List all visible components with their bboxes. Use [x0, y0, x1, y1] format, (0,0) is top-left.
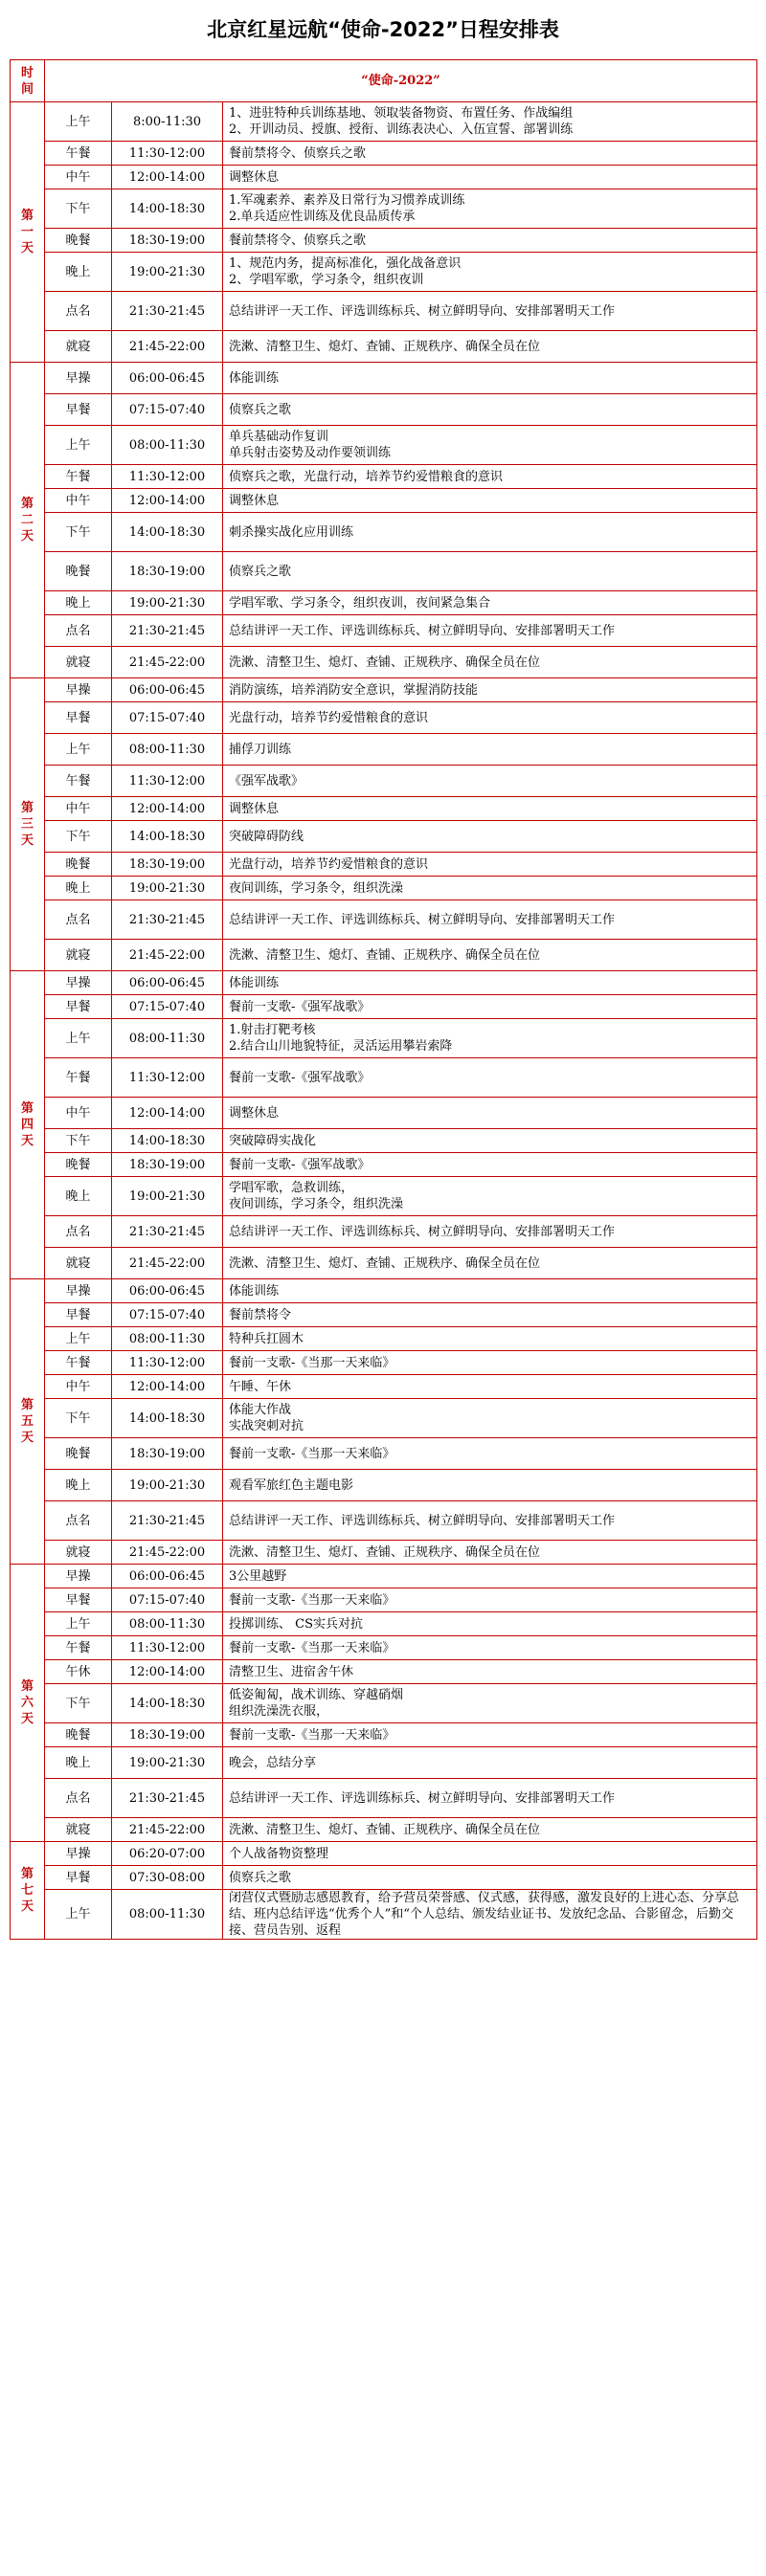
schedule-row: [11, 1216, 757, 1248]
schedule-row: [11, 647, 757, 678]
time-cell: 08:00-11:30: [112, 426, 223, 465]
period-cell: 午餐: [45, 766, 112, 797]
period-cell: 上午: [45, 1612, 112, 1636]
schedule-row: [11, 1501, 757, 1541]
time-cell: 21:45-22:00: [112, 940, 223, 971]
period-cell: 就寝: [45, 1818, 112, 1842]
schedule-row: [11, 1248, 757, 1279]
activity-cell: 餐前一支歌-《当那一天来临》: [223, 1351, 757, 1375]
period-cell: 就寝: [45, 1248, 112, 1279]
period-cell: 下午: [45, 513, 112, 552]
schedule-row: [11, 591, 757, 615]
activity-cell: 餐前一支歌-《强军战歌》: [223, 1153, 757, 1177]
schedule-row: [11, 1470, 757, 1501]
schedule-row: [11, 513, 757, 552]
activity-cell: 光盘行动，培养节约爱惜粮食的意识: [223, 702, 757, 734]
period-cell: 早餐: [45, 1866, 112, 1890]
activity-cell: 调整休息: [223, 166, 757, 189]
schedule-row: [11, 1153, 757, 1177]
time-cell: 21:45-22:00: [112, 1541, 223, 1565]
schedule-row: [11, 166, 757, 189]
schedule-row: [11, 766, 757, 797]
time-cell: 06:00-06:45: [112, 971, 223, 995]
schedule-body: [11, 60, 757, 1940]
period-cell: 上午: [45, 102, 112, 142]
period-cell: 早餐: [45, 995, 112, 1019]
period-cell: 早操: [45, 363, 112, 394]
time-cell: 08:00-11:30: [112, 1327, 223, 1351]
activity-cell: 洗漱、清整卫生、熄灯、查铺、正规秩序、确保全员在位: [223, 940, 757, 971]
time-cell: 18:30-19:00: [112, 552, 223, 591]
schedule-row: [11, 1588, 757, 1612]
period-cell: 晚餐: [45, 853, 112, 877]
period-cell: 晚上: [45, 1470, 112, 1501]
schedule-row: [11, 1019, 757, 1058]
schedule-row: [11, 1279, 757, 1303]
activity-cell: 餐前一支歌-《当那一天来临》: [223, 1723, 757, 1747]
time-cell: 18:30-19:00: [112, 1153, 223, 1177]
period-cell: 晚餐: [45, 1153, 112, 1177]
time-cell: 18:30-19:00: [112, 853, 223, 877]
document-title: 北京红星远航“使命-2022”日程安排表: [207, 18, 559, 41]
time-cell: 21:45-22:00: [112, 331, 223, 363]
time-cell: 11:30-12:00: [112, 142, 223, 166]
activity-cell: 体能训练: [223, 1279, 757, 1303]
schedule-row: [11, 1612, 757, 1636]
period-cell: 中午: [45, 1098, 112, 1129]
activity-cell: 闭营仪式暨励志感恩教育，给予营员荣誉感、仪式感，获得感，激发良好的上进心态、分享总结、班内总结评选“优秀个人”和“个人总结、颁发结业证书、发放纪念品、合影留念，后勤交接、营员告别、返程: [223, 1890, 757, 1940]
time-cell: 21:45-22:00: [112, 647, 223, 678]
activity-cell: 光盘行动，培养节约爱惜粮食的意识: [223, 853, 757, 877]
activity-cell: 餐前一支歌-《强军战歌》: [223, 995, 757, 1019]
time-cell: 21:30-21:45: [112, 292, 223, 331]
activity-cell: 体能训练: [223, 971, 757, 995]
time-cell: 12:00-14:00: [112, 489, 223, 513]
schedule-row: [11, 1177, 757, 1216]
activity-cell: 观看军旅红色主题电影: [223, 1470, 757, 1501]
activity-cell: 1.军魂素养、素养及日常行为习惯养成训练 2.单兵适应性训练及优良品质传承: [223, 189, 757, 229]
time-cell: 19:00-21:30: [112, 877, 223, 900]
period-cell: 早操: [45, 1842, 112, 1866]
period-cell: 午餐: [45, 1351, 112, 1375]
time-cell: 12:00-14:00: [112, 1098, 223, 1129]
time-cell: 21:45-22:00: [112, 1248, 223, 1279]
schedule-row: [11, 995, 757, 1019]
activity-cell: 洗漱、清整卫生、熄灯、查铺、正规秩序、确保全员在位: [223, 1541, 757, 1565]
schedule-row: [11, 1747, 757, 1779]
activity-cell: 1、规范内务，提高标准化，强化战备意识 2、学唱军歌，学习条令，组织夜训: [223, 253, 757, 292]
activity-cell: 投掷训练、 CS实兵对抗: [223, 1612, 757, 1636]
period-cell: 晚上: [45, 591, 112, 615]
time-cell: 19:00-21:30: [112, 253, 223, 292]
period-cell: 中午: [45, 166, 112, 189]
time-cell: 14:00-18:30: [112, 821, 223, 853]
schedule-row: [11, 1779, 757, 1818]
period-cell: 早餐: [45, 1303, 112, 1327]
time-cell: 07:15-07:40: [112, 702, 223, 734]
activity-cell: 1、进驻特种兵训练基地、领取装备物资、布置任务、作战编组 2、开训动员、授旗、授衔、训练表决心、入伍宣誓、部署训练: [223, 102, 757, 142]
activity-cell: 1.射击打靶考核 2.结合山川地貌特征，灵活运用攀岩索降: [223, 1019, 757, 1058]
activity-cell: 学唱军歌，急救训练， 夜间训练，学习条令，组织洗澡: [223, 1177, 757, 1216]
schedule-row: [11, 821, 757, 853]
schedule-row: [11, 1723, 757, 1747]
activity-cell: 晚会，总结分享: [223, 1747, 757, 1779]
period-cell: 早操: [45, 1279, 112, 1303]
schedule-row: [11, 1098, 757, 1129]
period-cell: 午餐: [45, 465, 112, 489]
time-cell: 12:00-14:00: [112, 1660, 223, 1684]
activity-cell: 侦察兵之歌，光盘行动，培养节约爱惜粮食的意识: [223, 465, 757, 489]
schedule-row: [11, 900, 757, 940]
period-cell: 上午: [45, 1019, 112, 1058]
schedule-row: [11, 1684, 757, 1723]
time-cell: 8:00-11:30: [112, 102, 223, 142]
schedule-row: [11, 853, 757, 877]
period-cell: 午餐: [45, 142, 112, 166]
schedule-row: [11, 331, 757, 363]
period-cell: 下午: [45, 189, 112, 229]
activity-cell: 刺杀操实战化应用训练: [223, 513, 757, 552]
activity-cell: 餐前禁将令: [223, 1303, 757, 1327]
period-cell: 下午: [45, 1684, 112, 1723]
time-cell: 18:30-19:00: [112, 1723, 223, 1747]
period-cell: 午休: [45, 1660, 112, 1684]
activity-cell: 洗漱、清整卫生、熄灯、查铺、正规秩序、确保全员在位: [223, 1248, 757, 1279]
period-cell: 晚餐: [45, 1723, 112, 1747]
day-label: 第 四 天: [11, 971, 45, 1279]
period-cell: 早餐: [45, 702, 112, 734]
schedule-row: [11, 971, 757, 995]
period-cell: 晚上: [45, 877, 112, 900]
period-cell: 早操: [45, 971, 112, 995]
period-cell: 点名: [45, 1216, 112, 1248]
activity-cell: 餐前一支歌-《当那一天来临》: [223, 1588, 757, 1612]
period-cell: 中午: [45, 1375, 112, 1399]
period-cell: 晚上: [45, 253, 112, 292]
schedule-row: [11, 1541, 757, 1565]
period-cell: 晚餐: [45, 1438, 112, 1470]
time-cell: 08:00-11:30: [112, 734, 223, 766]
schedule-row: [11, 1058, 757, 1098]
schedule-row: [11, 877, 757, 900]
time-cell: 14:00-18:30: [112, 513, 223, 552]
time-cell: 06:00-06:45: [112, 1279, 223, 1303]
time-cell: 07:15-07:40: [112, 1303, 223, 1327]
time-cell: 21:30-21:45: [112, 1501, 223, 1541]
period-cell: 早餐: [45, 394, 112, 426]
activity-cell: 《强军战歌》: [223, 766, 757, 797]
day-label: 第 三 天: [11, 678, 45, 971]
schedule-row: [11, 552, 757, 591]
time-cell: 19:00-21:30: [112, 1470, 223, 1501]
activity-cell: 单兵基础动作复训 单兵射击姿势及动作要领训练: [223, 426, 757, 465]
time-cell: 14:00-18:30: [112, 1684, 223, 1723]
time-cell: 21:45-22:00: [112, 1818, 223, 1842]
activity-cell: 体能大作战 实战突刺对抗: [223, 1399, 757, 1438]
schedule-row: [11, 1327, 757, 1351]
schedule-row: [11, 678, 757, 702]
time-cell: 11:30-12:00: [112, 1351, 223, 1375]
period-cell: 下午: [45, 821, 112, 853]
time-cell: 07:15-07:40: [112, 394, 223, 426]
time-cell: 08:00-11:30: [112, 1019, 223, 1058]
schedule-row: [11, 1842, 757, 1866]
schedule-row: [11, 940, 757, 971]
period-cell: 就寝: [45, 940, 112, 971]
activity-cell: 总结讲评一天工作、评选训练标兵、树立鲜明导向、安排部署明天工作: [223, 1216, 757, 1248]
period-cell: 午餐: [45, 1636, 112, 1660]
schedule-row: [11, 797, 757, 821]
schedule-row: [11, 1129, 757, 1153]
day-label: 第 二 天: [11, 363, 45, 678]
activity-cell: 洗漱、清整卫生、熄灯、查铺、正规秩序、确保全员在位: [223, 647, 757, 678]
time-cell: 19:00-21:30: [112, 1747, 223, 1779]
activity-cell: 夜间训练，学习条令，组织洗澡: [223, 877, 757, 900]
schedule-row: [11, 142, 757, 166]
schedule-row: [11, 702, 757, 734]
schedule-row: [11, 1818, 757, 1842]
activity-cell: 侦察兵之歌: [223, 394, 757, 426]
activity-cell: 消防演练，培养消防安全意识，掌握消防技能: [223, 678, 757, 702]
time-cell: 06:00-06:45: [112, 363, 223, 394]
activity-cell: 突破障碍实战化: [223, 1129, 757, 1153]
time-cell: 11:30-12:00: [112, 465, 223, 489]
activity-cell: 餐前一支歌-《强军战歌》: [223, 1058, 757, 1098]
activity-cell: 总结讲评一天工作、评选训练标兵、树立鲜明导向、安排部署明天工作: [223, 1779, 757, 1818]
period-cell: 就寝: [45, 331, 112, 363]
schedule-row: [11, 1375, 757, 1399]
activity-cell: 突破障碍防线: [223, 821, 757, 853]
period-cell: 点名: [45, 292, 112, 331]
period-cell: 晚上: [45, 1747, 112, 1779]
schedule-row: [11, 1351, 757, 1375]
activity-cell: 调整休息: [223, 489, 757, 513]
activity-cell: 3公里越野: [223, 1565, 757, 1588]
time-cell: 19:00-21:30: [112, 591, 223, 615]
period-cell: 上午: [45, 734, 112, 766]
time-cell: 06:00-06:45: [112, 678, 223, 702]
time-cell: 06:00-06:45: [112, 1565, 223, 1588]
period-cell: 上午: [45, 1327, 112, 1351]
activity-cell: 总结讲评一天工作、评选训练标兵、树立鲜明导向、安排部署明天工作: [223, 615, 757, 647]
schedule-row: [11, 1890, 757, 1940]
schedule-row: [11, 229, 757, 253]
schedule-row: [11, 465, 757, 489]
period-cell: 早操: [45, 1565, 112, 1588]
schedule-row: [11, 292, 757, 331]
time-cell: 21:30-21:45: [112, 615, 223, 647]
time-cell: 11:30-12:00: [112, 1058, 223, 1098]
time-cell: 12:00-14:00: [112, 1375, 223, 1399]
period-cell: 就寝: [45, 1541, 112, 1565]
period-cell: 中午: [45, 489, 112, 513]
period-cell: 点名: [45, 900, 112, 940]
activity-cell: 个人战备物资整理: [223, 1842, 757, 1866]
activity-cell: 低姿匍匐，战术训练、穿越硝烟 组织洗澡洗衣服，: [223, 1684, 757, 1723]
period-cell: 下午: [45, 1399, 112, 1438]
schedule-row: [11, 1660, 757, 1684]
schedule-row: [11, 363, 757, 394]
time-cell: 14:00-18:30: [112, 1129, 223, 1153]
period-cell: 晚上: [45, 1177, 112, 1216]
time-cell: 08:00-11:30: [112, 1890, 223, 1940]
activity-cell: 侦察兵之歌: [223, 552, 757, 591]
activity-cell: 捕俘刀训练: [223, 734, 757, 766]
time-cell: 18:30-19:00: [112, 229, 223, 253]
time-cell: 21:30-21:45: [112, 1779, 223, 1818]
schedule-row: [11, 489, 757, 513]
schedule-row: [11, 394, 757, 426]
period-cell: 早操: [45, 678, 112, 702]
period-cell: 中午: [45, 797, 112, 821]
schedule-row: [11, 1636, 757, 1660]
period-cell: 点名: [45, 1779, 112, 1818]
time-cell: 11:30-12:00: [112, 766, 223, 797]
time-cell: 14:00-18:30: [112, 1399, 223, 1438]
schedule-row: [11, 734, 757, 766]
activity-cell: 侦察兵之歌: [223, 1866, 757, 1890]
activity-cell: 体能训练: [223, 363, 757, 394]
activity-cell: 总结讲评一天工作、评选训练标兵、树立鲜明导向、安排部署明天工作: [223, 1501, 757, 1541]
schedule-row: [11, 1399, 757, 1438]
period-cell: 就寝: [45, 647, 112, 678]
period-cell: 晚餐: [45, 552, 112, 591]
activity-cell: 总结讲评一天工作、评选训练标兵、树立鲜明导向、安排部署明天工作: [223, 292, 757, 331]
schedule-row: [11, 426, 757, 465]
day-label: 第 七 天: [11, 1842, 45, 1940]
time-cell: 14:00-18:30: [112, 189, 223, 229]
activity-cell: 学唱军歌、学习条令，组织夜训，夜间紧急集合: [223, 591, 757, 615]
period-cell: 晚餐: [45, 229, 112, 253]
day-label: 第 一 天: [11, 102, 45, 363]
time-cell: 21:30-21:45: [112, 900, 223, 940]
activity-cell: 餐前一支歌-《当那一天来临》: [223, 1636, 757, 1660]
time-cell: 21:30-21:45: [112, 1216, 223, 1248]
time-cell: 12:00-14:00: [112, 166, 223, 189]
time-cell: 19:00-21:30: [112, 1177, 223, 1216]
schedule-row: [11, 102, 757, 142]
schedule-row: [11, 189, 757, 229]
time-cell: 12:00-14:00: [112, 797, 223, 821]
schedule-row: [11, 1303, 757, 1327]
activity-cell: 餐前禁将令、侦察兵之歌: [223, 142, 757, 166]
time-cell: 07:15-07:40: [112, 995, 223, 1019]
header-row: [11, 60, 757, 102]
time-cell: 06:20-07:00: [112, 1842, 223, 1866]
activity-cell: 餐前一支歌-《当那一天来临》: [223, 1438, 757, 1470]
period-cell: 午餐: [45, 1058, 112, 1098]
schedule-row: [11, 1565, 757, 1588]
schedule-row: [11, 1438, 757, 1470]
period-cell: 上午: [45, 426, 112, 465]
period-cell: 上午: [45, 1890, 112, 1940]
schedule-row: [11, 615, 757, 647]
period-cell: 点名: [45, 615, 112, 647]
time-cell: 08:00-11:30: [112, 1612, 223, 1636]
schedule-table: [10, 59, 757, 1940]
day-label: 第 六 天: [11, 1565, 45, 1842]
schedule-row: [11, 253, 757, 292]
activity-cell: 调整休息: [223, 1098, 757, 1129]
activity-cell: 洗漱、清整卫生、熄灯、查铺、正规秩序、确保全员在位: [223, 331, 757, 363]
activity-cell: 餐前禁将令、侦察兵之歌: [223, 229, 757, 253]
activity-cell: 总结讲评一天工作、评选训练标兵、树立鲜明导向、安排部署明天工作: [223, 900, 757, 940]
header-time-label: 时间: [11, 60, 45, 102]
day-label: 第 五 天: [11, 1279, 45, 1565]
schedule-row: [11, 1866, 757, 1890]
time-cell: 07:15-07:40: [112, 1588, 223, 1612]
activity-cell: 清整卫生、进宿舍午休: [223, 1660, 757, 1684]
activity-cell: 洗漱、清整卫生、熄灯、查铺、正规秩序、确保全员在位: [223, 1818, 757, 1842]
time-cell: 18:30-19:00: [112, 1438, 223, 1470]
activity-cell: 午睡、午休: [223, 1375, 757, 1399]
time-cell: 11:30-12:00: [112, 1636, 223, 1660]
activity-cell: 特种兵扛圆木: [223, 1327, 757, 1351]
period-cell: 早餐: [45, 1588, 112, 1612]
period-cell: 点名: [45, 1501, 112, 1541]
activity-cell: 调整休息: [223, 797, 757, 821]
period-cell: 下午: [45, 1129, 112, 1153]
header-theme: “使命-2022”: [45, 60, 757, 102]
time-cell: 07:30-08:00: [112, 1866, 223, 1890]
